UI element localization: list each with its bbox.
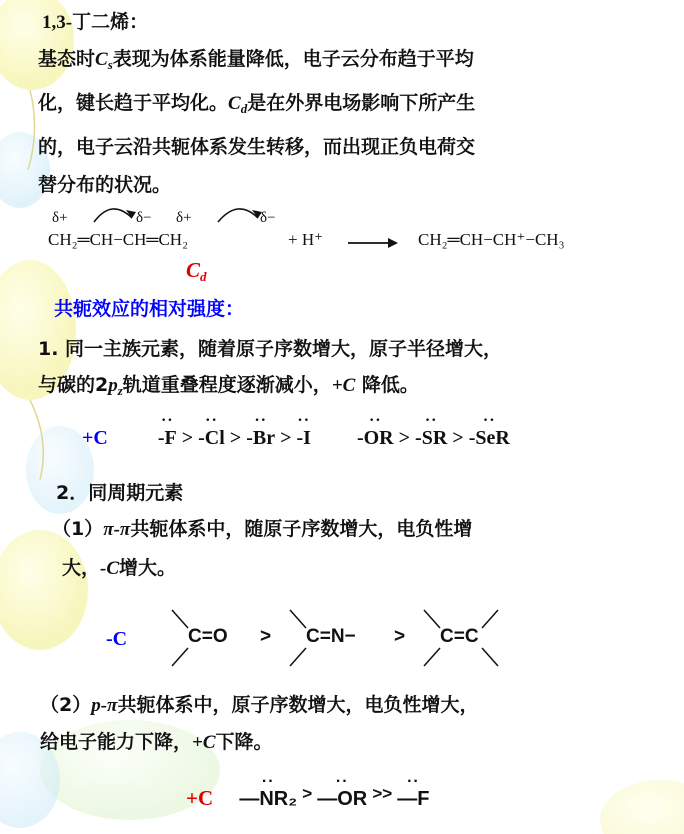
item-main-group: [38, 334, 668, 406]
gt-sign: >: [302, 784, 313, 803]
symbol-subscript: s: [107, 57, 113, 72]
sub1-line: [52, 514, 672, 545]
item2-heading: 2．同周期元素: [56, 482, 184, 504]
halogen-series: [82, 427, 510, 450]
butadiene-formula: CH₂═CH−CH═CH₂: [48, 230, 188, 249]
text-span: 替分布的状况。: [38, 174, 172, 196]
cd-label: [186, 258, 207, 285]
text-span: 1. 同一主族元素，随着原子序数增大，原子半径增大，: [38, 338, 503, 360]
bond-line: [290, 610, 306, 628]
group-nr2: ·· —NR₂: [239, 788, 297, 811]
group-ser: ·· -SeR: [469, 427, 510, 450]
relative-strength-heading: 共轭效应的相对强度：: [54, 298, 245, 320]
symbol-letter: C: [186, 258, 201, 282]
text-span: （1）: [52, 518, 104, 540]
series-label: +C: [186, 786, 214, 810]
symbol-cs: [95, 49, 113, 70]
text-span: 轨道重叠程度逐渐减小，: [122, 374, 332, 396]
bond-line: [290, 648, 306, 666]
gt-sign: >: [280, 427, 292, 449]
text-span: 增大。: [119, 557, 177, 579]
text-span: 共轭体系中，随原子序数增大，电负性增: [130, 518, 473, 540]
text-span: 表现为体系能量降低，电子云分布趋于平均: [112, 48, 474, 70]
paragraph-line: [38, 88, 658, 124]
group-f: ·· —F: [397, 788, 429, 811]
text-span: 大，: [62, 557, 101, 579]
carbocation-product: CH₂═CH−CH⁺−CH₃: [418, 230, 565, 249]
text-span: 下降。: [215, 731, 273, 753]
bond-line: [482, 648, 498, 666]
text-span: （2）: [40, 694, 92, 716]
sub1-line: [52, 553, 672, 584]
delta-plus-2: δ+: [176, 210, 192, 226]
reaction-arrow-head: [388, 238, 398, 248]
gt-sign: >: [398, 427, 411, 449]
gt-sign: >: [181, 427, 194, 449]
symbol-p-pi: p-π: [91, 695, 118, 716]
bond-line: [172, 648, 188, 666]
symbol-letter: C: [228, 93, 241, 114]
symbol-minus-c: -C: [100, 558, 120, 579]
series-label: +C: [82, 427, 108, 449]
bond-line: [482, 610, 498, 628]
symbol-cd: [228, 93, 247, 114]
symbol-pi-pi: π-π: [103, 519, 131, 540]
orbital-z: z: [117, 383, 123, 398]
carbonyl-group: C=O: [188, 626, 228, 647]
symbol-subscript: d: [200, 269, 207, 284]
group-cl: ·· -Cl: [198, 427, 225, 450]
imine-group: C=N−: [306, 626, 356, 647]
electron-shift-arrow: [218, 209, 258, 222]
symbol-plus-c: +C: [192, 732, 216, 753]
paragraph-conjugation-description: [38, 44, 658, 200]
series-label: -C: [106, 628, 128, 650]
gt-sign: >: [260, 626, 272, 647]
group-or: ·· -OR: [357, 427, 394, 450]
paragraph-line: [38, 132, 658, 162]
bond-line: [424, 648, 440, 666]
text-span: 化，键长趋于平均化。: [38, 92, 229, 114]
proton-reagent: + H⁺: [288, 230, 324, 249]
group-br: ·· -Br: [246, 427, 275, 450]
gt-sign: >: [229, 427, 242, 449]
item1-line: [38, 334, 668, 364]
symbol-letter: C: [95, 49, 108, 70]
bond-line: [424, 610, 440, 628]
title-text: 1,3-丁二烯：: [42, 12, 149, 33]
delta-plus-1: δ+: [52, 210, 68, 226]
text-span: 的，电子云沿共轭体系发生转移，而出现正负电荷交: [38, 136, 476, 158]
sub2-line: [40, 727, 670, 758]
paragraph-line: [38, 44, 658, 80]
gt-sign: >: [452, 427, 464, 449]
item1-line: [38, 370, 668, 406]
item2-sub1: [52, 514, 672, 584]
electron-shift-arrow: [94, 209, 132, 222]
text-span: 是在外界电场影响下所产生: [247, 92, 476, 114]
text-span: 与碳的2: [38, 374, 109, 396]
group-i: ·· -I: [297, 427, 311, 450]
text-span: 共轭体系中，原子序数增大，电负性增大，: [117, 694, 479, 716]
text-span: 降低。: [355, 374, 419, 396]
orbital-p: p: [108, 375, 118, 396]
group-f: ·· -F: [158, 427, 177, 450]
much-gt-sign: >>: [372, 784, 393, 803]
bond-line: [172, 610, 188, 628]
delta-minus-1: δ−: [136, 210, 152, 226]
text-span: 给电子能力下降，: [40, 731, 193, 753]
p-pi-series: [186, 784, 430, 811]
sub2-line: [40, 690, 670, 721]
reaction-equation: [48, 196, 658, 286]
item2-sub2: [40, 690, 670, 758]
delta-minus-2: δ−: [260, 210, 276, 226]
text-span: 基态时: [38, 48, 96, 70]
symbol-plus-c: +C: [331, 375, 356, 396]
group-or: ·· —OR: [317, 788, 367, 811]
gt-sign: >: [394, 626, 406, 647]
alkene-group: C=C: [440, 626, 479, 647]
group-sr: ·· -SR: [415, 427, 447, 450]
section-title: [42, 8, 148, 38]
symbol-subscript: d: [240, 101, 248, 116]
pi-pi-series: [100, 600, 580, 680]
